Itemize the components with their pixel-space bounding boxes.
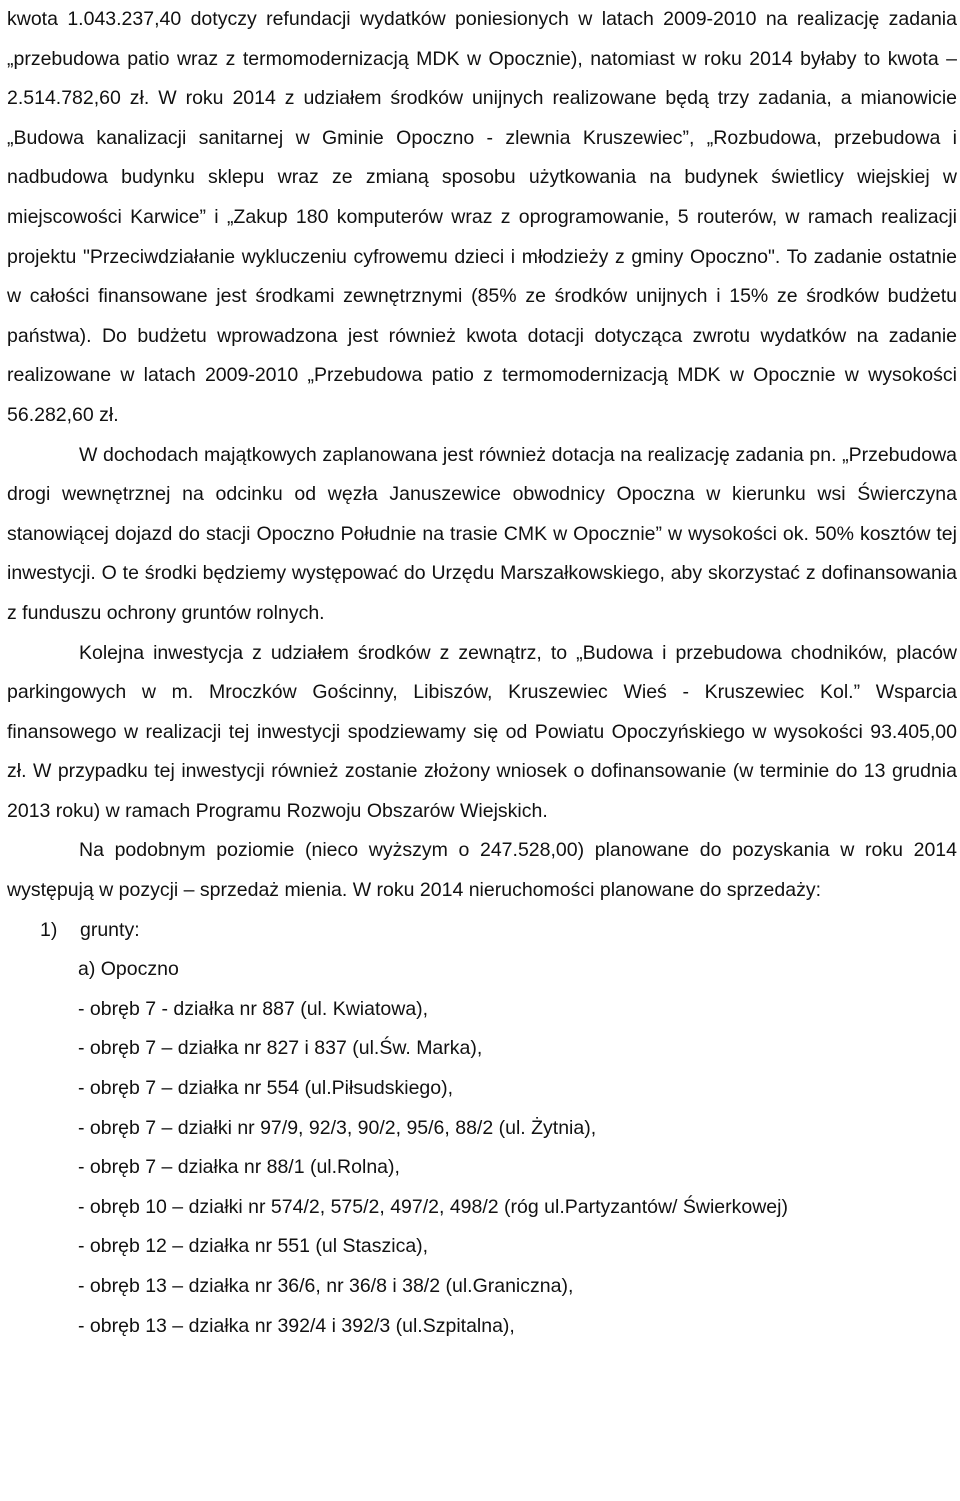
parcel-item: - obręb 13 – działka nr 392/4 i 392/3 (ul.Szpitalna), — [78, 1314, 515, 1337]
parcel-item: - obręb 13 – działka nr 36/6, nr 36/8 i 38/2 (ul.Graniczna), — [78, 1275, 574, 1297]
parcel-item: - obręb 10 – działki nr 574/2, 575/2, 497/2, 498/2 (róg ul.Partyzantów/ Świerkowej) — [78, 1195, 788, 1218]
list-number: 1) — [40, 918, 58, 941]
list-label: grunty: — [80, 918, 140, 941]
list-item-land — [7, 911, 957, 951]
parcel-item: - obręb 7 – działki nr 97/9, 92/3, 90/2, 95/6, 88/2 (ul. Żytnia), — [78, 1116, 597, 1139]
list-subitem-opoczno: a) Opoczno — [78, 958, 179, 981]
document-page — [7, 0, 957, 1346]
paragraph-sidewalk-investment: Kolejna inwestycja z udziałem środków z zewnątrz, to „Budowa i przebudowa chodników, placów parkingowych w m. Mroczków Gościnny, Libiszów, Kruszewiec Wieś - Kruszewiec Kol.” Wsparcia finansowego w realizacji tej inwestycji spodziewamy się od Powiatu Opoczyńskiego w wysokości 93.405,00 zł. W przypadku tej inwestycji również zostanie złożony wniosek o dofinansowanie (w terminie do 13 grudnia 2013 roku) w ramach Programu Rozwoju Obszarów Wiejskich. — [7, 641, 957, 822]
parcel-item: - obręb 7 – działka nr 88/1 (ul.Rolna), — [78, 1156, 400, 1179]
paragraph-property-sale: Na podobnym poziomie (nieco wyższym o 247.528,00) planowane do pozyskania w roku 2014 występują w pozycji – sprzedaż mienia. W roku 2014 nieruchomości planowane do sprzedaży: — [7, 839, 957, 902]
paragraph-capital-income-grant: W dochodach majątkowych zaplanowana jest również dotacja na realizację zadania pn. „Przebudowa drogi wewnętrznej na odcinku od węzła Januszewice obwodnicy Opoczna w kierunku wsi Świerczyna stanowiącej dojazd do stacji Opoczno Południe na trasie CMK w Opocznie” w wysokości ok. 50% kosztów tej inwestycji. O te środki będziemy występować do Urzędu Marszałkowskiego, aby skorzystać z dofinansowania z funduszu ochrony gruntów rolnych. — [7, 443, 957, 624]
parcel-item: - obręb 7 – działka nr 827 i 837 (ul.Św. Marka), — [78, 1037, 483, 1060]
parcel-item: - obręb 7 - działka nr 887 (ul. Kwiatowa), — [78, 997, 429, 1020]
parcel-item: - obręb 12 – działka nr 551 (ul Staszica), — [78, 1235, 429, 1258]
paragraph-funding-summary: kwota 1.043.237,40 dotyczy refundacji wydatków poniesionych w latach 2009-2010 na realizację zadania „przebudowa patio wraz z termomodernizacją MDK w Opocznie), natomiast w roku 2014 byłaby to kwota – 2.514.782,60 zł. W roku 2014 z udziałem środków unijnych realizowane będą trzy zadania, a mianowicie „Budowa kanalizacji sanitarnej w Gminie Opoczno - zlewnia Kruszewiec”, „Rozbudowa, przebudowa i nadbudowa budynku sklepu wraz ze zmianą sposobu użytkowania na budynek świetlicy wiejskiej w miejscowości Karwice” i „Zakup 180 komputerów wraz z oprogramowanie, 5 routerów, w ramach realizacji projektu "Przeciwdziałanie wykluczeniu cyfrowemu dzieci i młodzieży z gminy Opoczno". To zadanie ostatnie w całości finansowane jest środkami zewnętrznymi (85% ze środków unijnych i 15% ze środków budżetu państwa). Do budżetu wprowadzona jest również kwota dotacji dotycząca zwrotu wydatków na zadanie realizowane w latach 2009-2010 „Przebudowa patio z termomodernizacją MDK w Opocznie w wysokości 56.282,60 zł. — [7, 8, 957, 426]
parcel-item: - obręb 7 – działka nr 554 (ul.Piłsudskiego), — [78, 1077, 454, 1100]
